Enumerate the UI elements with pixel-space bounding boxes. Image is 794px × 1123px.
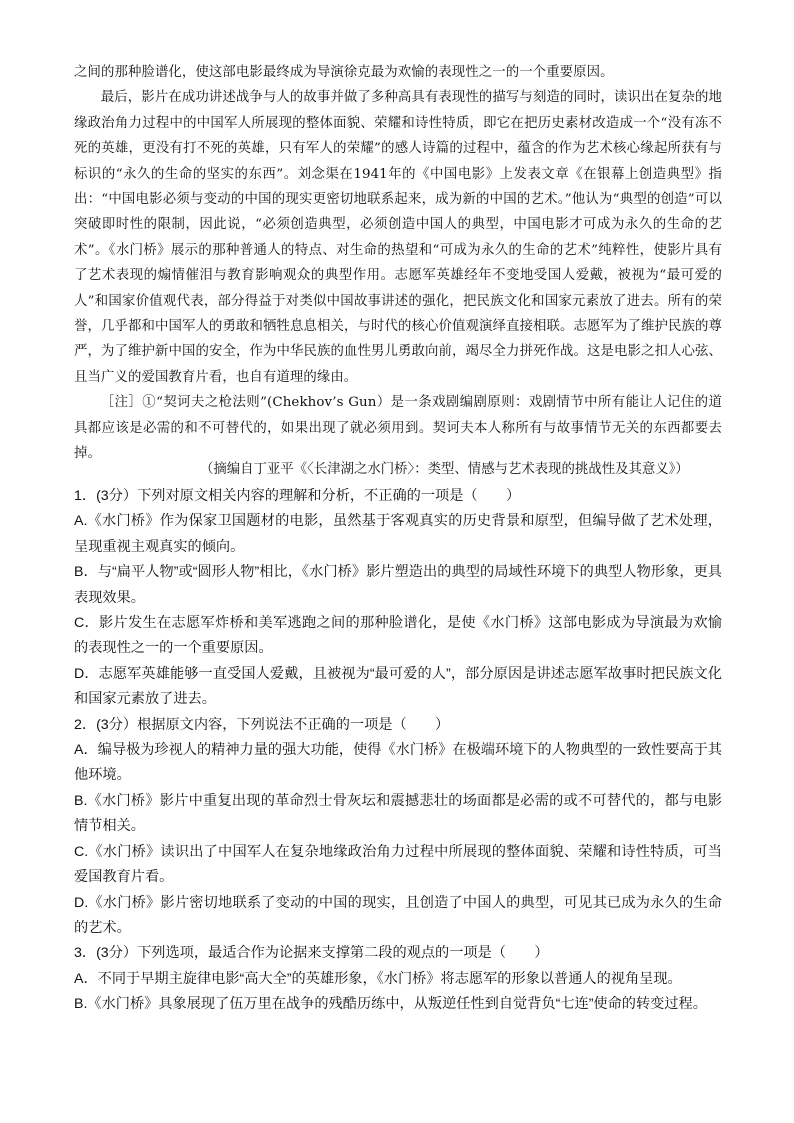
question-section <box>74 484 722 1018</box>
question-3-stem: 3．(3分）下列选项，最适合作为论据来支撑第二段的观点的一项是（ ） <box>74 945 549 962</box>
passage-paragraph-final: 最后，影片在成功讲述战争与人的故事并做了多种高具有表现性的描写与刻造的同时，读识出在复杂的地缘政治角力过程中的中国军人所展现的整体面貌、荣耀和诗性特质，即它在把历史素材改造成一个“没有冻不死的英雄，更没有打不死的英雄，只有军人的荣耀”的感人诗篇的过程中，蕴含的作为艺术核心缘起所获有与标识的“永久的生命的坚实的东西”。刘念渠在1941年的《中国电影》上发表文章《在银幕上创造典型》指出：“中国电影必须与变动的中国的现实更密切地联系起来，成为新的中国的艺术。”他认为“典型的创造”可以突破即时性的限制，因此说，“必须创造典型，必须创造中国人的典型，中国电影才可成为永久的生命的艺术”。《水门桥》展示的那种普通人的特点、对生命的热望和“可成为永久的生命的艺术”纯粹性，使影片具有了艺术表现的煽情催泪与教育影响观众的典型作用。志愿军英雄经年不变地受国人爱戴，被视为“最可爱的人”和国家价值观代表，部分得益于对类似中国故事讲述的强化，把民族文化和国家元素放了进去。所有的荣誉，几乎都和中国军人的勇敢和牺牲息息相关，与时代的核心价值观演绎直接相联。志愿军为了维护民族的尊严，为了维护新中国的安全，作为中华民族的血性男儿勇敢向前，竭尽全力拼死作战。这是电影之扣人心弦、且当广义的爱国教育片看，也自有道理的缘由。 <box>74 90 722 385</box>
passage-source-citation: （摘编自丁亚平《〈长津湖之水门桥〉：类型、情感与艺术表现的挑战性及其意义》） <box>200 462 689 477</box>
question-1-option-a: A.《水门桥》作为保家卫国题材的电影，虽然基于客观真实的历史背景和原型，但编导做了艺术处理，呈现重视主观真实的倾向。 <box>74 513 722 555</box>
question-2-option-b: B.《水门桥》影片中重复出现的革命烈士骨灰坛和震撼悲壮的场面都是必需的或不可替代的，都与电影情节相关。 <box>74 792 722 835</box>
question-1-stem: 1．(3分）下列对原文相关内容的理解和分析，不正确的一项是（ ） <box>74 488 521 504</box>
reading-passage <box>74 60 722 467</box>
question-2-option-d: D.《水门桥》影片密切地联系了变动的中国的现实，且创造了中国人的典型，可见其已成为永久的生命的艺术。 <box>74 894 722 936</box>
passage-paragraph-continued: 之间的那种脸谱化，使这部电影最终成为导演徐克最为欢愉的表现性之一的一个重要原因。 <box>74 65 614 80</box>
question-2-option-c: C.《水门桥》读识出了中国军人在复杂地缘政治角力过程中所展现的整体面貌、荣耀和诗性特质，可当爱国教育片看。 <box>74 843 722 886</box>
question-2-stem: 2．(3分）根据原文内容，下列说法不正确的一项是（ ） <box>74 716 450 733</box>
question-1-option-c: C．影片发生在志愿军炸桥和美军逃跑之间的那种脸谱化，是使《水门桥》这部电影成为导演最为欢愉的表现性之一的一个重要原因。 <box>74 615 722 657</box>
question-3-option-a: A．不同于早期主旋律电影“高大全”的英雄形象，《水门桥》将志愿军的形象以普通人的视角呈现。 <box>74 970 682 987</box>
question-2-option-a: A．编导极为珍视人的精神力量的强大功能，使得《水门桥》在极端环境下的人物典型的一致性要高于其他环境。 <box>74 742 722 784</box>
question-3-option-b: B.《水门桥》具象展现了伍万里在战争的残酷历练中，从叛逆任性到自觉背负“七连”使命的转变过程。 <box>74 996 707 1013</box>
question-1-option-d: D．志愿军英雄能够一直受国人爱戴，且被视为“最可爱的人”，部分原因是讲述志愿军故事时把民族文化和国家元素放了进去。 <box>74 665 722 708</box>
passage-footnote: ［注］①“契诃夫之枪法则”(Chekhov’s Gun）是一条戏剧编剧原则：戏剧情节中所有能让人记住的道具都应该是必需的和不可替代的，如果出现了就必须用到。契诃夫本人称所有与故事情节无关的东西都要去掉。 <box>74 395 722 462</box>
question-1-option-b: B．与“扁平人物”或“圆形人物”相比，《水门桥》影片塑造出的典型的局域性环境下的典型人物形象，更具表现效果。 <box>74 564 722 606</box>
